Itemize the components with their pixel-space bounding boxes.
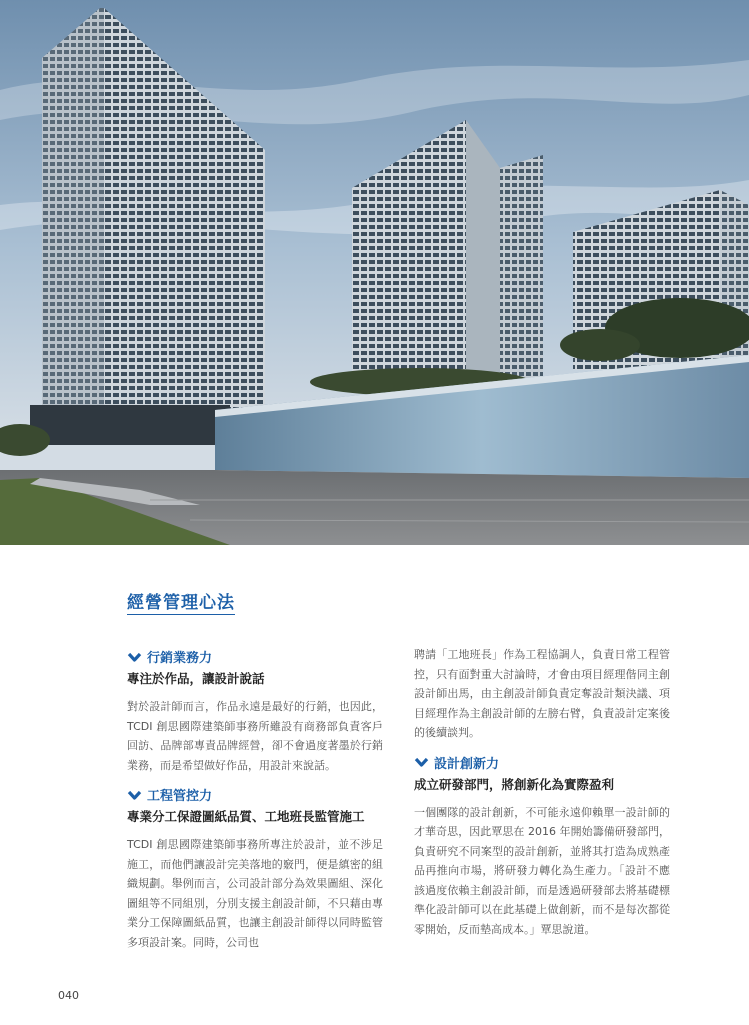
section-paragraph: 一個團隊的設計創新，不可能永遠仰賴單一設計師的才華奇思，因此覃思在 2016 年開始籌備研發部門，負責研究不同案型的設計創新，並將其打造為成熟產品再推向市場，將研發力轉化為生產力。「設計不應該過度依賴主創設計師，而是透過研發部去將基礎標準化設計師可以在此基礎上做創新，而不是每次都從零開始，反而墊高成本。」覃思說道。 <box>414 805 670 936</box>
section-paragraph: 對於設計師而言，作品永遠是最好的行銷，也因此，TCDI 創思國際建築師事務所雖設有商務部負責客戶回訪、品牌部專責品牌經營，卻不會過度著墨於行銷業務，而是希望做好作品，用設計來說話。 <box>127 700 383 772</box>
section-subtitle: 專注於作品，讓設計說話 <box>127 671 265 686</box>
section-header <box>127 647 383 666</box>
section-paragraph: TCDI 創思國際建築師事務所專注於設計，並不涉足施工，而他們讓設計完美落地的竅門，便是縝密的組織規劃。舉例而言，公司設計部分為效果圖組、深化圖組等不同組別，分別支援主創設計師，不只藉由專業分工保障圖紙品質，也讓主創設計師得以同時監管多項設計案。同時，公司也 <box>127 838 383 949</box>
page-number: 040 <box>58 989 79 1002</box>
chevron-down-icon <box>127 651 142 663</box>
section-subtitle: 成立研發部門，將創新化為實際盈利 <box>414 776 615 792</box>
chevron-down-icon <box>414 756 429 768</box>
section-subtitle: 專業分工保證圖紙品質、工地班長監管施工 <box>127 809 365 824</box>
continued-paragraph: 聘請「工地班長」作為工程協調人，負責日常工程管控，只有面對重大討論時，才會由項目經理偕同主創設計師出馬，由主創設計師負責定奪設計類決議、項目經理作為主創設計師的左膀右臂，負責設計定案後的後續談判。 <box>414 648 670 739</box>
section-header <box>127 785 383 804</box>
right-column <box>414 645 670 943</box>
section-title: 設計創新力 <box>434 756 500 772</box>
page-title: 經營管理心法 <box>127 588 235 615</box>
left-column <box>127 645 383 956</box>
section-title: 行銷業務力 <box>147 651 213 666</box>
chevron-down-icon <box>127 789 142 801</box>
section-title: 工程管控力 <box>147 789 213 804</box>
section-header <box>414 753 670 772</box>
